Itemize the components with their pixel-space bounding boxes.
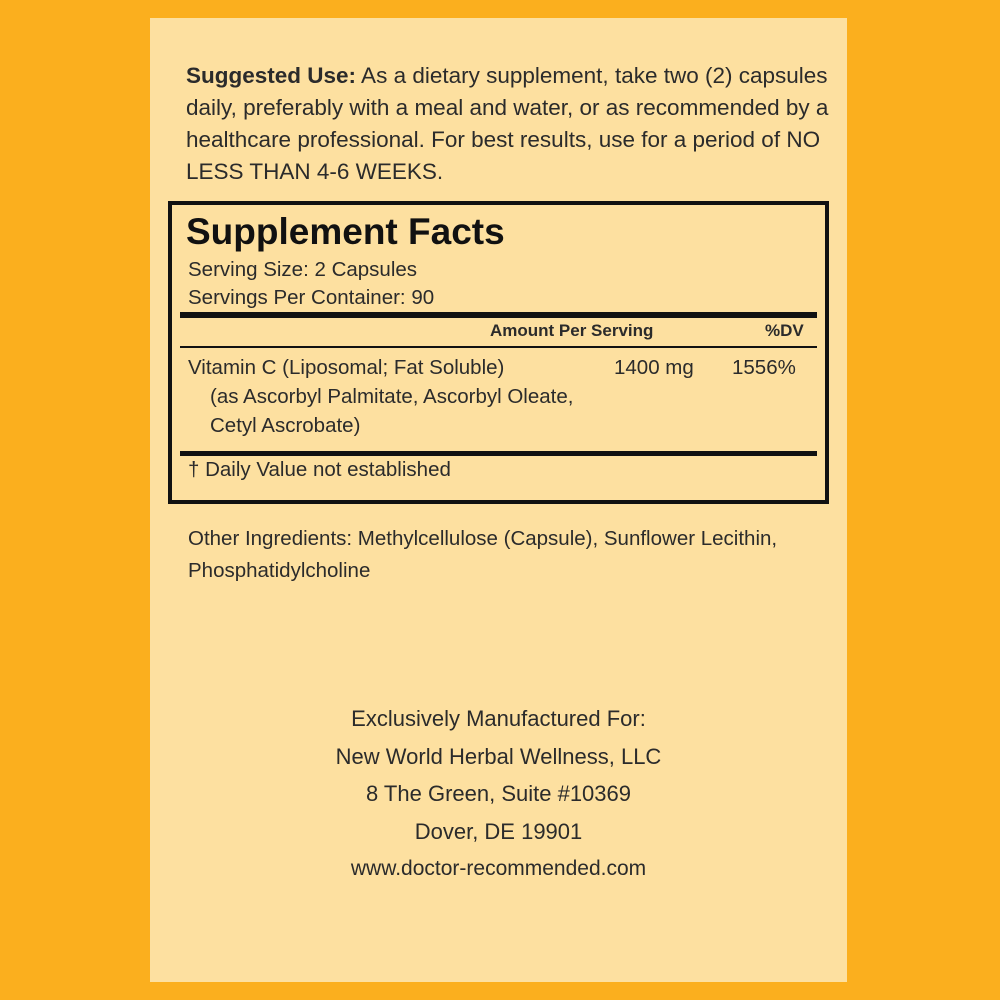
manufacturer-block [150,700,847,888]
city-state-zip: Dover, DE 19901 [414,818,583,844]
nutrient-amount: 1400 mg [614,356,694,379]
daily-value-footnote: † Daily Value not established [188,458,451,481]
nutrient-detail: (as Ascorbyl Palmitate, Ascorbyl Oleate, Cetyl Ascrobate) [210,385,574,437]
other-ingredients: Other Ingredients: Methylcellulose (Capsule), Sunflower Lecithin, Phosphatidylcholine [188,527,778,582]
bottom-divider [180,451,817,456]
thin-divider [180,346,817,348]
suggested-use-text: As a dietary supplement, take two (2) capsules daily, preferably with a meal and water, or as recommended by a healthcare professional. For best results, use for a period of NO LESS THAN 4-6 WEEKS. [186,63,829,184]
supplement-facts-title: Supplement Facts [186,211,505,252]
suggested-use-heading: Suggested Use: [186,63,357,88]
manufactured-for-label: Exclusively Manufactured For: [351,706,646,731]
thick-divider [180,312,817,318]
label-panel [150,18,847,982]
nutrient-row [188,353,608,440]
serving-size: Serving Size: 2 Capsules [188,258,418,281]
website-url: www.doctor-recommended.com [350,857,647,880]
nutrient-name: Vitamin C (Liposomal; Fat Soluble) [188,356,505,379]
servings-per-container: Servings Per Container: 90 [188,286,435,309]
supplement-facts-panel [168,201,829,504]
amount-per-serving-header: Amount Per Serving [490,321,654,340]
nutrient-daily-value: 1556% [732,356,796,379]
street-address: 8 The Green, Suite #10369 [365,781,631,806]
daily-value-header: %DV [765,321,804,340]
suggested-use-paragraph [186,60,831,188]
company-name: New World Herbal Wellness, LLC [335,743,662,769]
